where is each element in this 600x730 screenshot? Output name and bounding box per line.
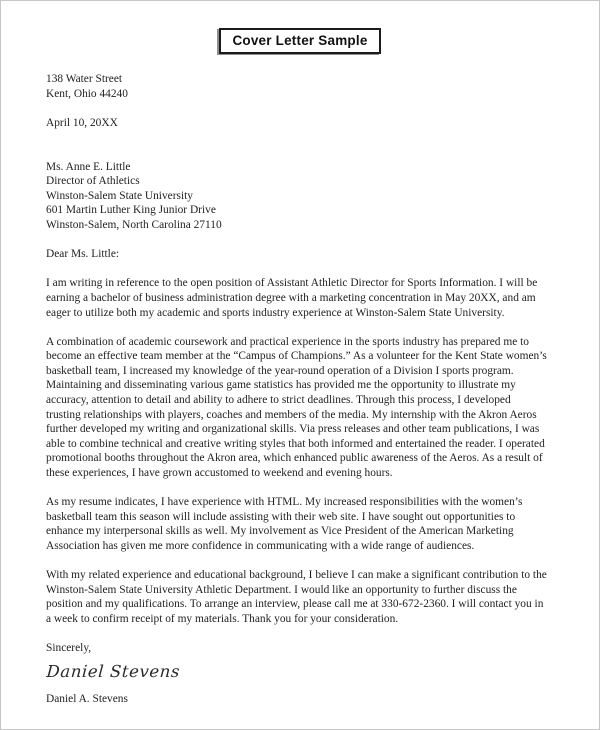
recipient-city-state: Winston-Salem, North Carolina 27110 [46, 218, 222, 231]
recipient-organization: Winston-Salem State University [46, 189, 193, 202]
body-paragraph: As my resume indicates, I have experience with HTML. My increased responsibilities with the women’s basketball team this season will include assisting with their web site. I have sought out opportunities to enhance my interpersonal skills as well. My involvement as Vice President of the American Marketing Association has given me more confidence in communicating with a wide range of audiences. [46, 496, 523, 552]
sender-address-line: Kent, Ohio 44240 [46, 87, 128, 100]
title-badge-container [1, 1, 599, 53]
closing: Sincerely, [46, 642, 92, 655]
sender-address [46, 72, 548, 101]
body-paragraph: A combination of academic coursework and practical experience in the sports industry has prepared me to become an effective team member at the “Campus of Champions.” As a volunteer for the Kent State women’s basketball team, I increased my knowledge of the year-round operation of a Division I sports program. Maintaining and disseminating various game statistics has provided me the opportunity to illustrate my accuracy, attention to detail and ability to adhere to strict deadlines. Through this process, I developed trusting relationships with players, coaches and members of the media. My internship with the Akron Aeros further developed my writing and organizational skills. Via press releases and other team publications, I was able to combine technical and creative writing styles that both informed and entertained the reader. I operated promotional booths throughout the Akron area, which enhanced public awareness of the Aeros. As a result of these experiences, I have grown accustomed to weekend and evening hours. [46, 335, 547, 480]
page-title: Cover Letter Sample [219, 28, 380, 54]
typed-name: Daniel A. Stevens [46, 693, 128, 706]
body-paragraph: I am writing in reference to the open position of Assistant Athletic Director for Sports Information. I will be earning a bachelor of business administration degree with a marketing concentration in May 20XX, and am eager to utilize both my academic and sports industry experience at Winston-Salem State University. [46, 277, 538, 319]
recipient-title: Director of Athletics [46, 175, 140, 188]
sender-address-line: 138 Water Street [46, 73, 123, 85]
recipient-address [46, 160, 548, 233]
salutation: Dear Ms. Little: [46, 248, 120, 261]
recipient-street: 601 Martin Luther King Junior Drive [46, 204, 216, 217]
letter-date: April 10, 20XX [46, 116, 118, 129]
handwritten-signature: Daniel Stevens [45, 661, 181, 681]
recipient-name: Ms. Anne E. Little [46, 160, 131, 173]
body-paragraph: With my related experience and educational background, I believe I can make a significant contribution to the Winston-Salem State University Athletic Department. I would like an opportunity to further discuss the position and my qualifications. To arrange an interview, please call me at 330-672-2360. I will contact you in a week to confirm receipt of my materials. Thank you for your consideration. [46, 569, 547, 625]
letter-body [46, 72, 548, 707]
